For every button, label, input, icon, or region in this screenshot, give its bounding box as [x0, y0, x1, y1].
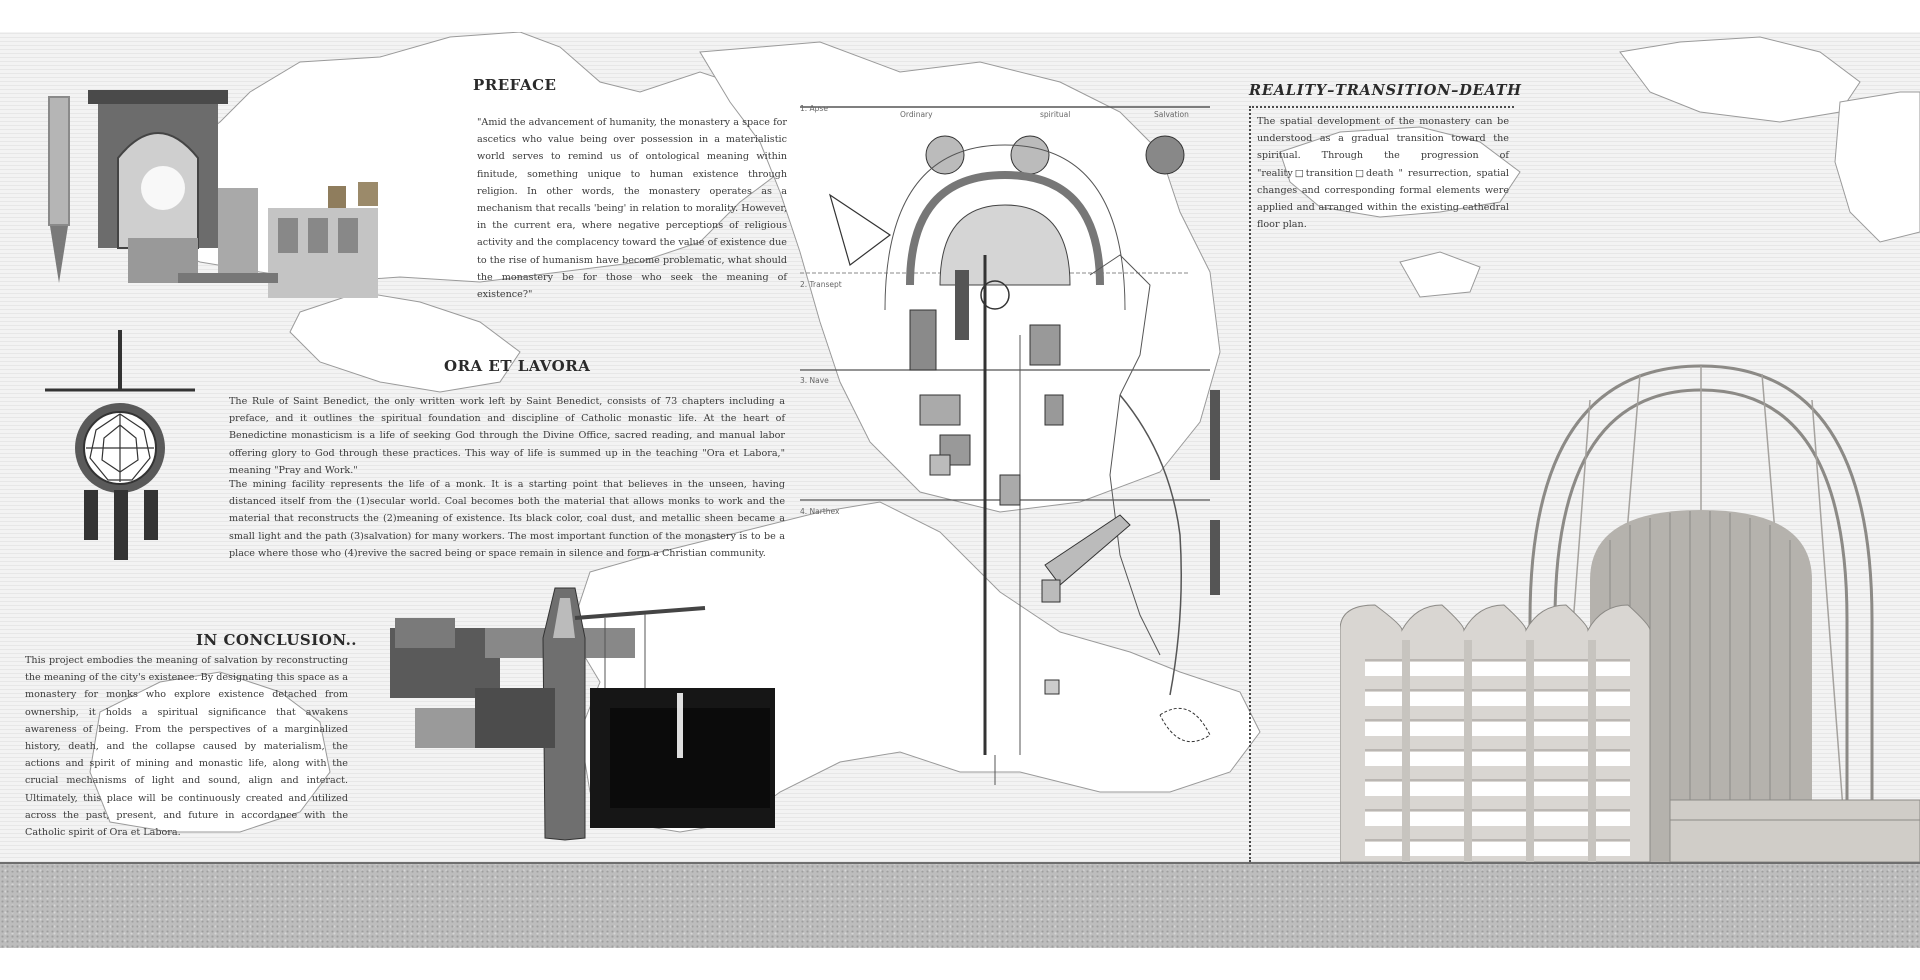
mining-collage-image — [385, 578, 780, 848]
bottom-margin — [0, 948, 1920, 980]
conclusion-text: This project embodies the meaning of salvation by reconstructing the meaning of the city's existence. By designating this space as a monastery for monks who explore existence detached from ownership, it holds a spiritual significance that awakens awareness of being. From the perspectives of a marginalized history, death, and the collapse caused by materialism, the actions and spirit of mining and monastic life, along with the crucial mechanisms of light and sound, align and interact. Ultimately, this place will be continuously created and utilized across the past, present, and future in accordance with the Catholic spirit of Ora et Labora. — [25, 655, 348, 839]
cross-rosette-symbol — [40, 330, 200, 560]
dotted-divider-horizontal — [1249, 106, 1514, 108]
reality-transition-death-text: The spatial development of the monastery can be understood as a gradual transition toward the spiritual. Through the progression of "reality□transition□death " resurrection, spatial changes and corresponding formal elements were applied and arranged within the existing cathedral floor plan. — [1257, 116, 1509, 231]
diagram-band-apse: 1. Apse — [800, 104, 828, 113]
diagram-band-transept: 2. Transept — [800, 280, 842, 289]
preface-text: "Amid the advancement of humanity, the monastery a space for ascetics who value being over possession in a materialistic world serves to remind us of ontological meaning within finitude, something unique to human existence through religion. In other words, the monastery operates as a mechanism that recalls 'being' in relation to morality. However, in the current era, where negative perceptions of religious activity and the complacency toward the value of existence due to the rise of humanism have become problematic, what should the monastery be for those who seek the meaning of existence?" — [477, 117, 787, 301]
dotted-divider-vertical — [1249, 106, 1251, 862]
reality-transition-death-title: REALITY–TRANSITION–DEATH — [1249, 82, 1522, 99]
cathedral-elevation-image — [1340, 360, 1920, 862]
ora-et-lavora-text-2: The mining facility represents the life of a monk. It is a starting point that believes in the unseen, having distanced itself from the (1)secular world. Coal becomes both the material that allows monks to work and the material that reconstructs the (2)meaning of existence. Its black color, coal dust, and metallic sheen became a small light and the path (3)salvation) for many workers. The most important function of the monastery is to be a place where those who (4)revive the sacred being or space remain in silence and form a Christian community. — [229, 479, 785, 559]
ora-et-lavora-title: ORA ET LAVORA — [444, 357, 591, 375]
gravel-ground-strip — [0, 862, 1920, 950]
monastery-plan-diagram — [790, 95, 1220, 795]
diagram-band-narthex: 4. Narthex — [800, 507, 840, 516]
preface-title: PREFACE — [473, 76, 557, 94]
diagram-band-nave: 3. Nave — [800, 376, 829, 385]
conclusion-title: IN CONCLUSION.. — [196, 631, 358, 649]
diagram-column-spiritual: spiritual — [1040, 110, 1071, 119]
monastery-collage-image — [28, 78, 448, 298]
diagram-column-ordinary: Ordinary — [900, 110, 933, 119]
diagram-column-salvation: Salvation — [1154, 110, 1189, 119]
ora-et-lavora-text-1: The Rule of Saint Benedict, the only written work left by Saint Benedict, consists of 73 chapters including a preface, and it outlines the spiritual foundation and discipline of Catholic monastic life. At the heart of Benedictine monasticism is a life of seeking God through the Divine Office, sacred reading, and manual labor offering glory to God through these practices. This way of life is summed up in the teaching "Ora et Labora," meaning "Pray and Work." — [229, 396, 785, 476]
